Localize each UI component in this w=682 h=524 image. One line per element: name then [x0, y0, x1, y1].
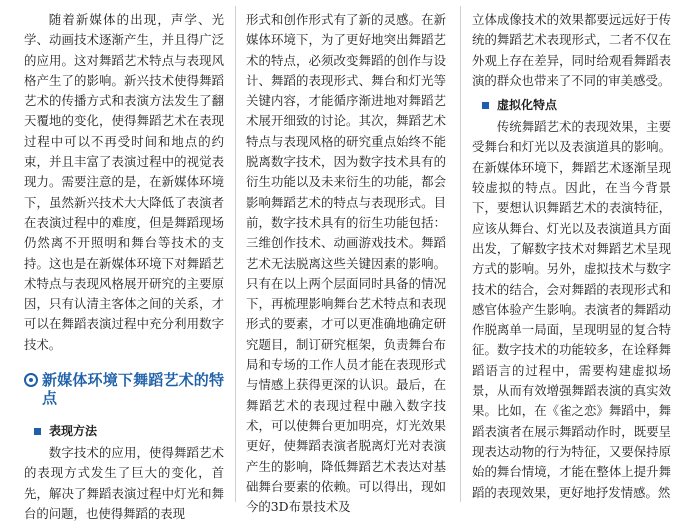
paragraph: 数字技术的应用，使得舞蹈艺术的表现方式发生了巨大的变化，首先，解决了舞蹈表演过程中灯光和舞台的问题，也使得舞蹈的表现 [24, 445, 224, 521]
section-heading [24, 371, 224, 407]
square-bullet-icon [482, 102, 489, 109]
section-heading-text: 新媒体环境下舞蹈艺术的特点 [42, 371, 224, 408]
target-icon [24, 373, 38, 387]
column-left [24, 10, 224, 524]
paragraph: 形式和创作形式有了新的灵感。在新媒体环境下，为了更好地突出舞蹈艺术的特点，必须改变舞蹈的创作与设计、舞蹈的表现形式、舞台和灯光等关键内容，才能循序渐进地对舞蹈艺术展开细致的讨论。其次，舞蹈艺术特点与表现风格的研究重点始终不能脱离数字技术，因为数字技术具有的衍生功能以及未来衍生的功能，都会影响舞蹈艺术的特点与表现形式。目前，数字技术具有的衍生功能包括：三维创作技术、动画游戏技术。舞蹈艺术无法脱离这些关键因素的影响。只有在以上两个层面同时具备的情况下，再梳理影响舞台艺术特点和表现形式的要素，才可以更准确地确定研究题目，制订研究框架，负责舞台布局和专场的工作人员才能在表现形式与情感上获得更深的认识。最后，在舞蹈艺术的表现过程中融入数字技术，可以使舞台更加明亮，灯光效果更好，使舞蹈表演者脱离灯光对表演产生的影响，降低舞蹈艺术表达对基础舞台要素的依赖。可以得出，现如今的3D布景技术及 [246, 12, 446, 515]
column-divider [235, 6, 236, 502]
column-right [472, 10, 671, 503]
column-divider [460, 6, 461, 502]
subsection-heading [472, 95, 671, 115]
subsection-heading [24, 421, 224, 441]
paragraph: 立体成像技术的效果都要远远好于传统的舞蹈艺术表现形式，二者不仅在外观上存在差异，同时给观看舞蹈表演的群众也带来了不同的审美感受。 [472, 12, 671, 88]
square-bullet-icon [34, 428, 41, 435]
subsection-heading-text: 表现方法 [49, 424, 98, 439]
subsection-heading-text: 虚拟化特点 [497, 98, 558, 113]
paragraph: 随着新媒体的出现，声学、光学、动画技术逐渐产生，并且得广泛的应用。这对舞蹈艺术特点与表现风格产生了的影响。新兴技术使得舞蹈艺术的传播方式和表演方法发生了翻天覆地的变化，使得舞蹈艺术在表现过程中可以不再受时间和地点的约束，并且丰富了表演过程中的视觉表现力。需要注意的是，在新媒体环境下，虽然新兴技术大大降低了表演者在表演过程中的难度，但是舞蹈现场仍然离不开照明和舞台等技术的支持。这也是在新媒体环境下对舞蹈艺术特点与表现风格展开研究的主要原因，只有认清主客体之间的关系，才可以在舞蹈表演过程中充分利用数字技术。 [24, 12, 224, 352]
column-middle [246, 10, 446, 517]
paragraph: 传统舞蹈艺术的表现效果，主要受舞台和灯光以及表演道具的影响。在新媒体环境下，舞蹈艺术逐渐呈现较虚拟的特点。因此，在当今背景下，要想认识舞蹈艺术的表演特征，应该从舞台、灯光以及表演道具方面出发，了解数字技术对舞蹈艺术呈现方式的影响。另外，虚拟技术与数字技术的结合，会对舞蹈的表现形式和感官体验产生影响。表演者的舞蹈动作脱离单一局面，呈现明显的复合特征。数字技术的功能较多，在诠释舞蹈语言的过程中，需要构建虚拟场景，从而有效增强舞蹈表演的真实效果。比如，在《雀之恋》舞蹈中，舞蹈表演者在展示舞蹈动作时，既要呈现表达动物的行为特征，又要保持原始的舞台情境，才能在整体上提升舞蹈的表现效果，更好地抒发情感。然 [472, 119, 671, 500]
